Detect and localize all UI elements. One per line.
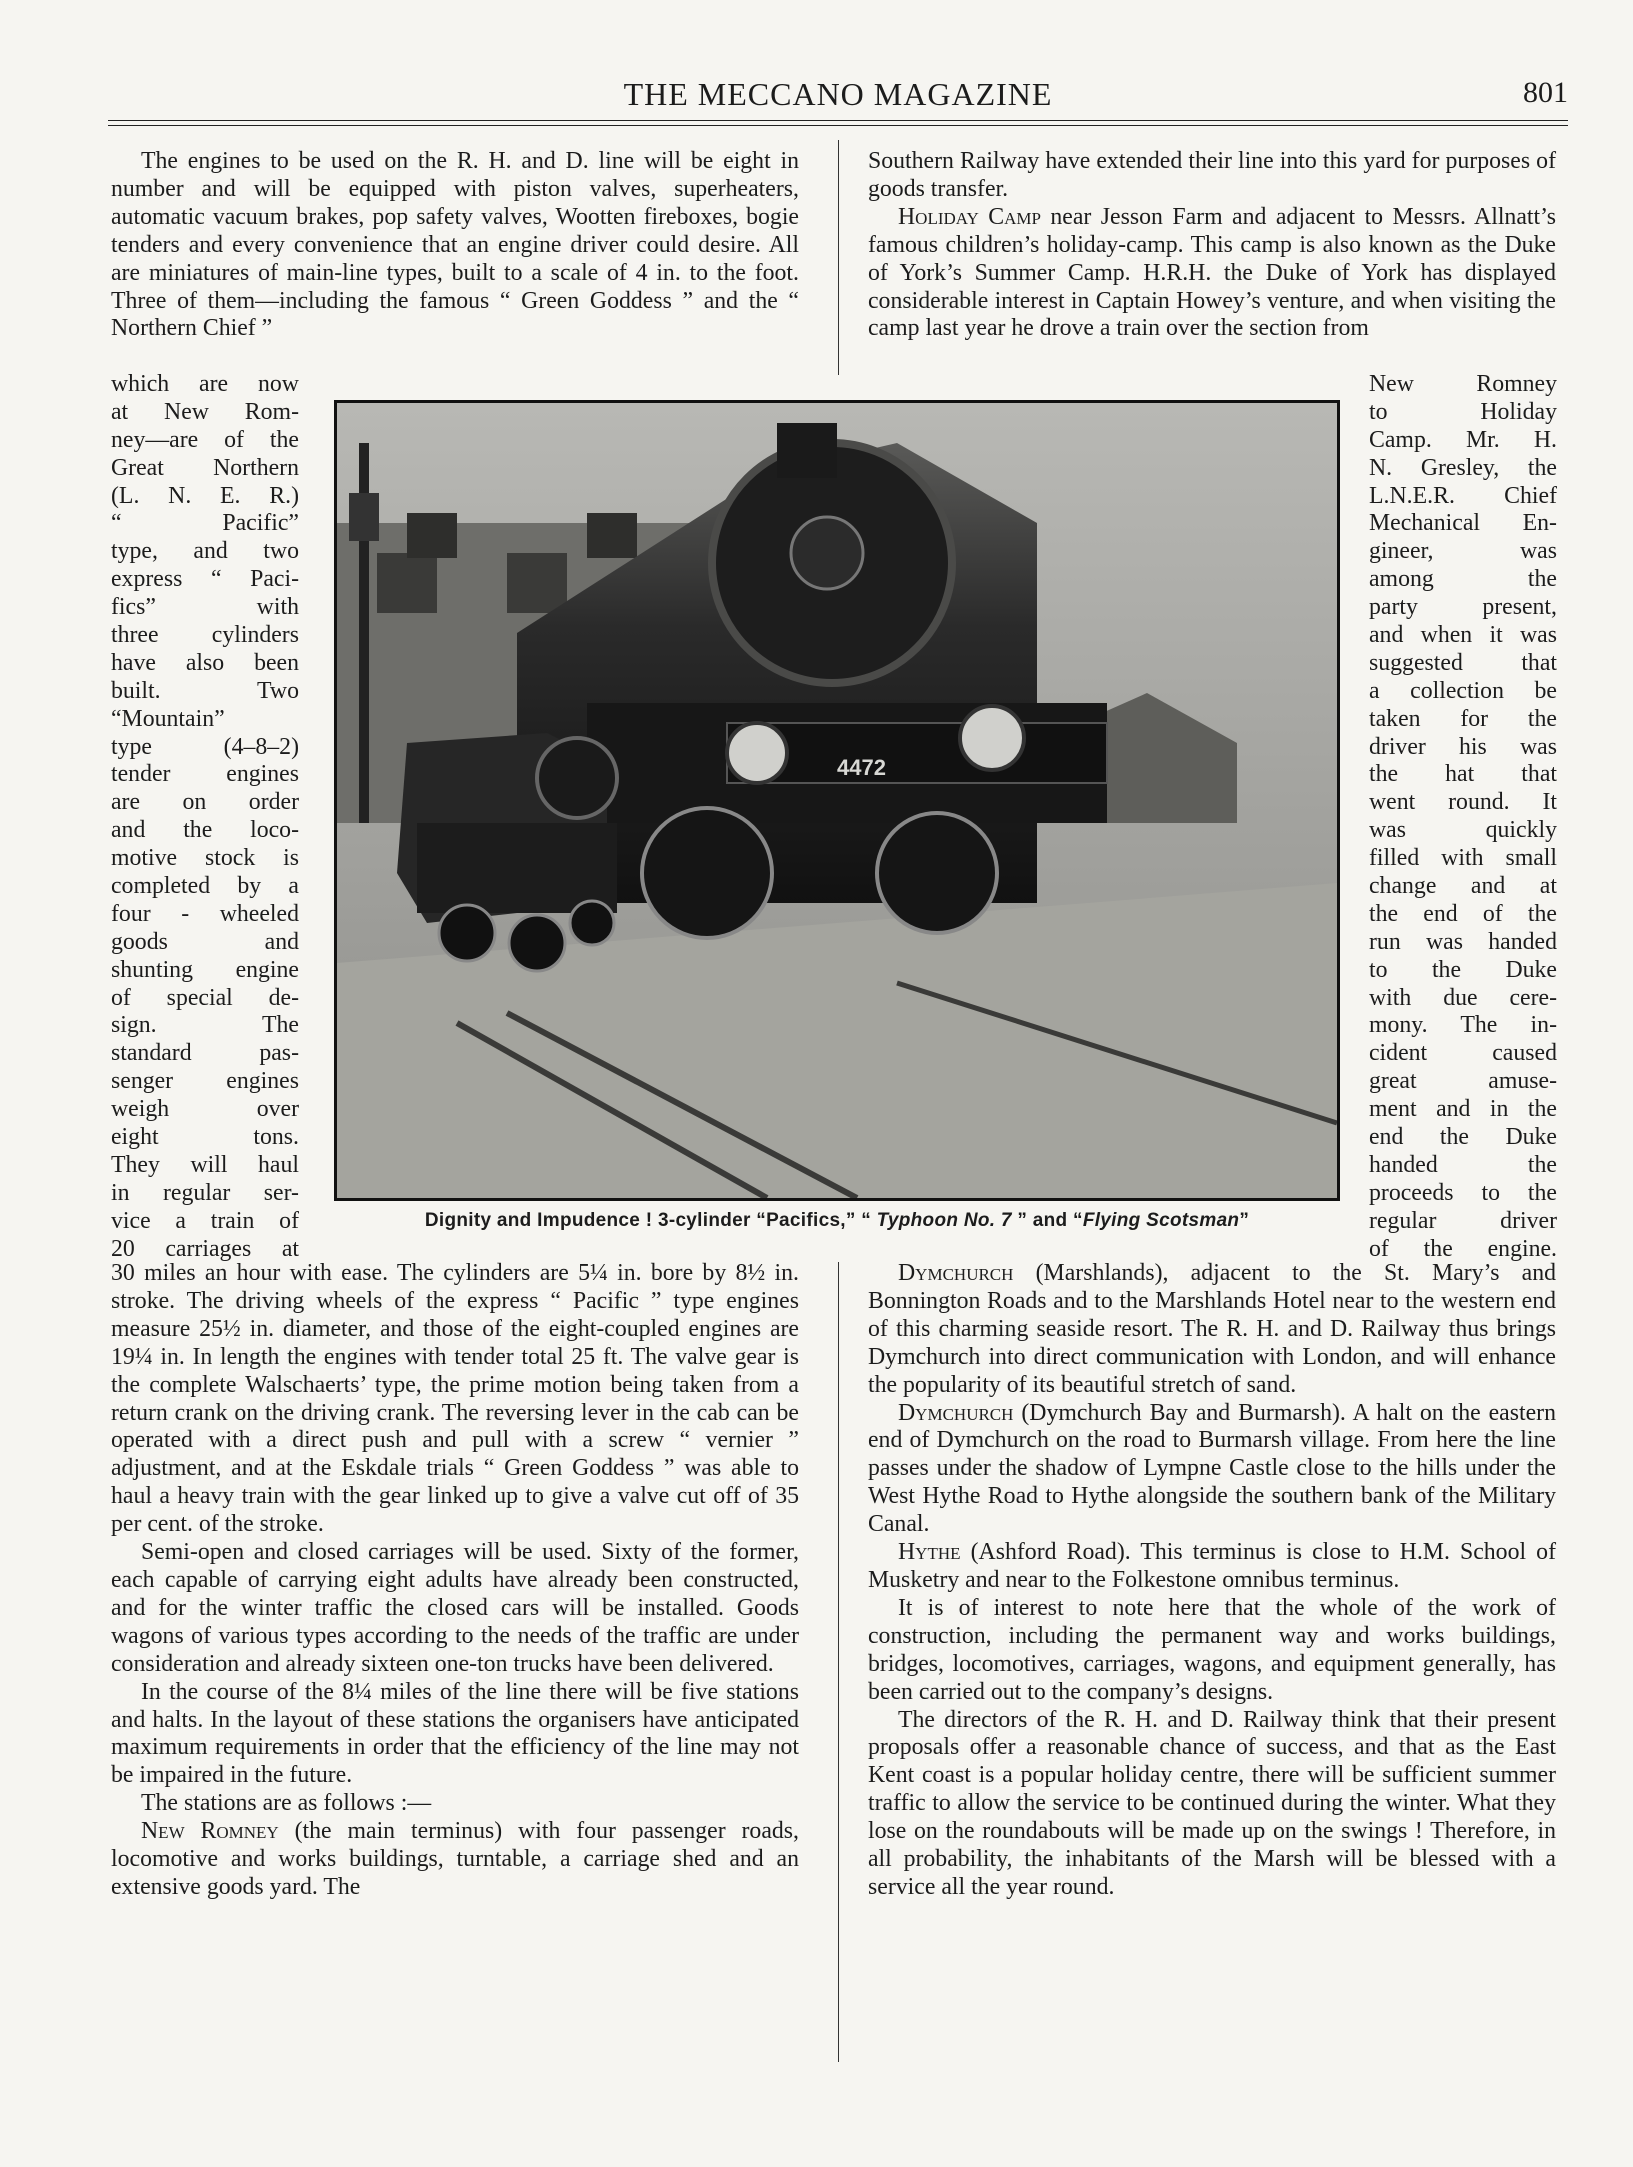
text-line: with due cere- (1369, 984, 1557, 1011)
text-line: are on order (111, 789, 299, 816)
text-line: of special de- (111, 984, 299, 1011)
text-line: Camp. Mr. H. (1369, 426, 1557, 453)
text-line: standard pas- (111, 1040, 299, 1067)
caption-mid: ” and “ (1011, 1210, 1083, 1231)
text-line: to Holiday (1369, 398, 1557, 425)
locomotive-illustration (337, 403, 1337, 1198)
text-line: great amuse- (1369, 1068, 1557, 1095)
station-name: Dymchurch (898, 1399, 1014, 1426)
text-line: mony. The in- (1369, 1012, 1557, 1039)
text-line: end the Duke (1369, 1124, 1557, 1151)
text-line: motive stock is (111, 845, 299, 872)
text-line: completed by a (111, 873, 299, 900)
text-line: senger engines (111, 1068, 299, 1095)
paragraph: The engines to be used on the R. H. and D. line will be eight in number and will be equipped with piston valves, superheaters, automatic vacuum brakes, pop safety valves, Wootten fireboxes, bogie tenders and every convenience that an engine driver could desire. All are miniatures of main-line types, built to a scale of 4 in. to the foot. Three of them—including the famous “ Green Goddess ” and the “ Northern Chief ” (111, 148, 799, 342)
text-line: filled with small (1369, 845, 1557, 872)
station-new-romney (111, 1818, 799, 1902)
text-line: the end of the (1369, 900, 1557, 927)
text-line: express “ Paci- (111, 566, 299, 593)
header-rule-2 (108, 125, 1568, 126)
station-text: (Dymchurch Bay and Burmarsh). A halt on the eastern end of Dymchurch on the road to Burmarsh village. From here the line passes under the shadow of Lympne Castle close to the hills under the West Hythe Road to Hythe alongside the southern bank of the Military Canal. (868, 1399, 1556, 1538)
text-line: type (4–8–2) (111, 733, 299, 760)
text-line: run was handed (1369, 928, 1557, 955)
text-line: sign. The (111, 1012, 299, 1039)
text-line: Great Northern (111, 454, 299, 481)
magazine-title: THE MECCANO MAGAZINE (623, 76, 1053, 112)
text-line: L.N.E.R. Chief (1369, 482, 1557, 509)
text-line: which are now (111, 371, 299, 397)
station-text: (Ashford Road). This terminus is close to H.M. School of Musketry and near to the Folkestone omnibus terminus. (868, 1539, 1556, 1593)
text-line: tender engines (111, 761, 299, 788)
text-line: change and at (1369, 873, 1557, 900)
text-line: goods and (111, 928, 299, 955)
caption-name-1: Typhoon No. 7 (876, 1210, 1012, 1231)
text-line: ney—are of the (111, 426, 299, 453)
paragraph: The stations are as follows :— (141, 1790, 432, 1817)
text-line: have also been (111, 649, 299, 676)
text-line: was quickly (1369, 817, 1557, 844)
station-dymchurch-marshlands (868, 1260, 1556, 1400)
paragraph: Southern Railway have extended their line into this yard for purposes of goods transfer. (868, 148, 1556, 202)
text-line: suggested that (1369, 649, 1557, 676)
station-text: (Marshlands), adjacent to the St. Mary’s and Bonnington Roads and to the Marshlands Hotel near to the western end of this charming seaside resort. The R. H. and D. Railway thus brings Dymchurch into direct communication with London, and will enhance the popularity of its beautiful stretch of sand. (868, 1260, 1556, 1398)
station-name: Holiday Camp (898, 203, 1041, 230)
paragraph: It is of interest to note here that the whole of the work of construction, including the permanent way and works buildings, bridges, locomotives, carriages, wagons, and equipment generally, has been carried out to the company’s designs. (868, 1594, 1556, 1705)
text-line: fics” with (111, 594, 299, 621)
text-line: went round. It (1369, 789, 1557, 816)
text-line: built. Two (111, 677, 299, 704)
text-line: proceeds to the (1369, 1179, 1557, 1206)
text-line: three cylinders (111, 622, 299, 649)
text-line: New Romney (1369, 371, 1557, 397)
paragraph: Semi-open and closed carriages will be used. Sixty of the former, each capable of carrying eight adults have already been constructed, and for the winter traffic the closed cars will be installed. Goods wagons of various types according to the needs of the traffic are under consideration and already sixteen one-ton trucks have been delivered. (111, 1539, 799, 1677)
number-plate: 4472 (837, 755, 886, 780)
left-column-bottom (111, 1260, 799, 1902)
caption-lead: Dignity and Impudence ! 3-cylinder “Pacifics,” “ (424, 1210, 877, 1231)
paragraph: 30 miles an hour with ease. The cylinders are 5¼ in. bore by 8½ in. stroke. The driving wheels of the express “ Pacific ” type engines measure 25½ in. diameter, and those of the eight-coupled engines are 19¼ in. In length the engines with tender total 25 ft. The valve gear is the complete Walschaerts’ type, the prime motion being taken from a return crank on the driving crank. The reversing lever in the cab can be operated with a direct push and pull with a screw “ vernier ” adjustment, and at the Eskdale trials “ Green Goddess ” was able to haul a heavy train with the gear linked up to give a valve cut off of 35 per cent. of the stroke. (111, 1260, 799, 1538)
text-line: weigh over (111, 1096, 299, 1123)
right-narrow-column (1369, 371, 1557, 1264)
left-narrow-column (111, 371, 299, 1264)
text-line: 20 carriages at (111, 1235, 299, 1262)
text-line: in regular ser- (111, 1179, 299, 1206)
text-line: the hat that (1369, 761, 1557, 788)
text-line: ment and in the (1369, 1096, 1557, 1123)
text-line: driver his was (1369, 733, 1557, 760)
text-line: and the loco- (111, 817, 299, 844)
text-line: gineer, was (1369, 538, 1557, 565)
text-line: among the (1369, 566, 1557, 593)
header-rule (108, 120, 1568, 121)
station-text: near Jesson Farm and adjacent to Messrs. Allnatt’s famous children’s holiday-camp. This camp is also known as the Duke of York’s Summer Camp. H.R.H. the Duke of York has displayed considerable interest in Captain Howey’s venture, and when visiting the camp last year he drove a train over the section from (868, 203, 1556, 342)
page-number: 801 (1523, 76, 1568, 109)
locomotive-photo (334, 400, 1340, 1201)
column-rule-bottom (838, 1262, 839, 2062)
right-column-top (868, 148, 1556, 343)
caption-end: ” (1239, 1210, 1250, 1231)
text-line: Mechanical En- (1369, 510, 1557, 537)
station-dymchurch-bay (868, 1400, 1556, 1540)
text-line: “ Pacific” (111, 510, 299, 537)
text-line: “Mountain” (111, 705, 225, 732)
text-line: vice a train of (111, 1207, 299, 1234)
text-line: to the Duke (1369, 956, 1557, 983)
text-line: eight tons. (111, 1124, 299, 1151)
text-line: taken for the (1369, 705, 1557, 732)
station-text: (the main terminus) with four passenger roads, locomotive and works buildings, turntable, a carriage shed and an extensive goods yard. The (111, 1818, 799, 1900)
text-line: (L. N. E. R.) (111, 482, 299, 509)
text-line: of the engine. (1369, 1235, 1557, 1262)
caption-name-2: Flying Scotsman (1082, 1210, 1240, 1231)
text-line: and when it was (1369, 622, 1557, 649)
paragraph: In the course of the 8¼ miles of the line there will be five stations and halts. In the layout of these stations the organisers have anticipated maximum requirements in order that the efficiency of the line may not be impaired in the future. (111, 1678, 799, 1789)
page-header (108, 72, 1568, 116)
text-line: regular driver (1369, 1207, 1557, 1234)
left-column-top (111, 148, 799, 343)
station-name: New Romney (141, 1818, 279, 1845)
station-holiday-camp (868, 204, 1556, 344)
text-line: four - wheeled (111, 900, 299, 927)
text-line: type, and two (111, 538, 299, 565)
text-line: a collection be (1369, 677, 1557, 704)
column-rule-top (838, 140, 839, 375)
text-line: at New Rom- (111, 398, 299, 425)
photo-caption (334, 1210, 1340, 1232)
paragraph: The directors of the R. H. and D. Railway think that their present proposals offer a reasonable chance of success, and that as the East Kent coast is a popular holiday centre, there will be sufficient summer traffic to allow the service to be continued during the winter. What they lose on the roundabouts will be made up on the swings ! Therefore, in all probability, the inhabitants of the Marsh will be blessed with a service all the year round. (868, 1706, 1556, 1900)
station-hythe (868, 1539, 1556, 1595)
text-line: shunting engine (111, 956, 299, 983)
station-name: Dymchurch (898, 1260, 1014, 1286)
station-name: Hythe (898, 1539, 961, 1566)
text-line: handed the (1369, 1151, 1557, 1178)
text-line: They will haul (111, 1151, 299, 1178)
text-line: cident caused (1369, 1040, 1557, 1067)
right-column-bottom (868, 1260, 1556, 1902)
text-line: party present, (1369, 594, 1557, 621)
text-line: N. Gresley, the (1369, 454, 1557, 481)
